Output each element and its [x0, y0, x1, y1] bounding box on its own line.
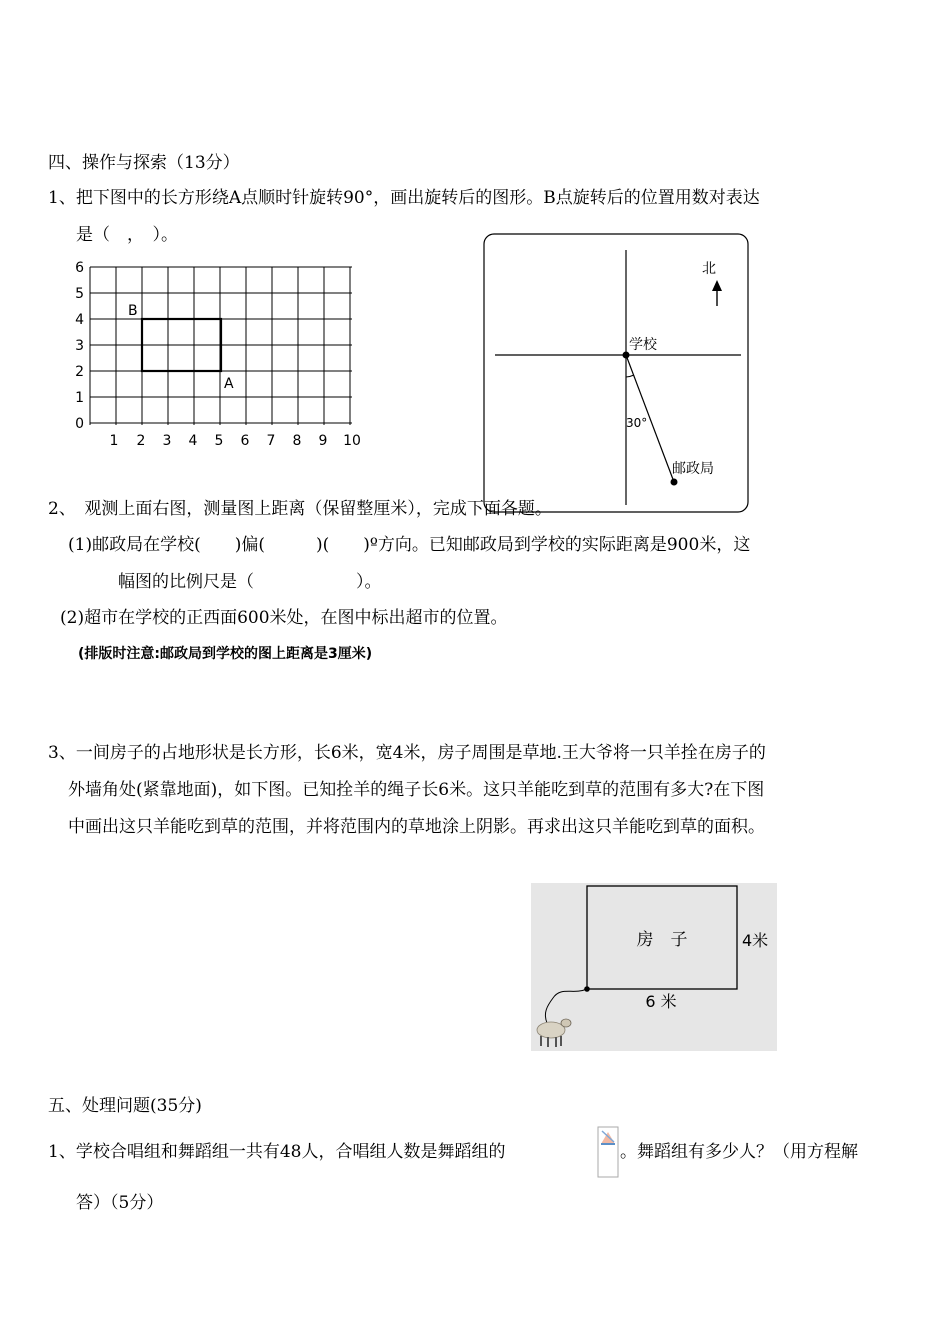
x-tick: 7 [266, 433, 276, 449]
y-tick: 4 [75, 312, 84, 328]
q2-sub1-line1: (1)邮政局在学校( )偏( )( )º方向。已知邮政局到学校的实际距离是900米，这 [68, 535, 751, 555]
x-axis-ticks [110, 433, 361, 449]
school-label: 学校 [629, 337, 657, 353]
fraction-image-icon [597, 1126, 619, 1178]
label-b: B [128, 303, 138, 319]
post-office-label: 邮政局 [672, 461, 714, 477]
y-tick: 0 [75, 416, 84, 432]
s5-q1-line2: 答）（5分） [76, 1193, 164, 1213]
x-tick: 6 [240, 433, 250, 449]
s5-q1-line1-part2: 。舞蹈组有多少人？（用方程解 [620, 1142, 858, 1162]
x-tick: 8 [292, 433, 302, 449]
north-label: 北 [702, 261, 716, 277]
q2-text-line1: 2、 观测上面右图，测量图上距离（保留整厘米），完成下面各题。 [48, 499, 552, 519]
y-tick: 6 [75, 260, 84, 276]
x-tick: 3 [162, 433, 172, 449]
q1-text-line1: 1、把下图中的长方形绕A点顺时针旋转90°，画出旋转后的图形。B点旋转后的位置用数对表达 [48, 188, 760, 208]
section5-heading: 五、处理问题(35分) [48, 1096, 202, 1116]
x-tick: 1 [109, 433, 119, 449]
q1-text-line2: 是（ ， ）。 [76, 225, 178, 245]
length-label: 6 米 [645, 992, 677, 1011]
q3-text-line3: 中画出这只羊能吃到草的范围，并将范围内的草地涂上阴影。再求出这只羊能吃到草的面积。 [68, 817, 765, 837]
y-tick: 3 [75, 338, 84, 354]
y-tick: 5 [75, 286, 84, 302]
layout-note: (排版时注意:邮政局到学校的图上距离是3厘米) [78, 646, 373, 662]
post-office-point [671, 479, 678, 486]
s5-q1-line1-part1: 1、学校合唱组和舞蹈组一共有48人，合唱组人数是舞蹈组的 [48, 1142, 506, 1162]
x-tick: 10 [343, 433, 361, 449]
q3-text-line2: 外墙角处(紧靠地面)，如下图。已知拴羊的绳子长6米。这只羊能吃到草的范围有多大?在下图 [68, 780, 765, 800]
x-tick: 4 [188, 433, 198, 449]
x-tick: 9 [318, 433, 328, 449]
y-axis-ticks [75, 260, 84, 432]
q3-text-line1: 3、一间房子的占地形状是长方形，长6米，宽4米，房子周围是草地.王大爷将一只羊拴在房子的 [48, 743, 766, 763]
school-map [483, 233, 751, 515]
width-label: 4米 [742, 931, 769, 950]
x-tick: 2 [136, 433, 146, 449]
coordinate-grid [60, 255, 370, 450]
q2-sub2: (2)超市在学校的正西面600米处，在图中标出超市的位置。 [60, 608, 508, 628]
angle-label: 30° [626, 416, 648, 430]
section4-heading: 四、操作与探索（13分） [48, 153, 240, 173]
y-tick: 2 [75, 364, 84, 380]
x-tick: 5 [214, 433, 224, 449]
house-label: 房 子 [636, 930, 688, 950]
label-a: A [224, 376, 234, 392]
house-figure [531, 883, 777, 1051]
q2-sub1-line2: 幅图的比例尺是（ ）。 [118, 572, 382, 592]
y-tick: 1 [75, 390, 84, 406]
